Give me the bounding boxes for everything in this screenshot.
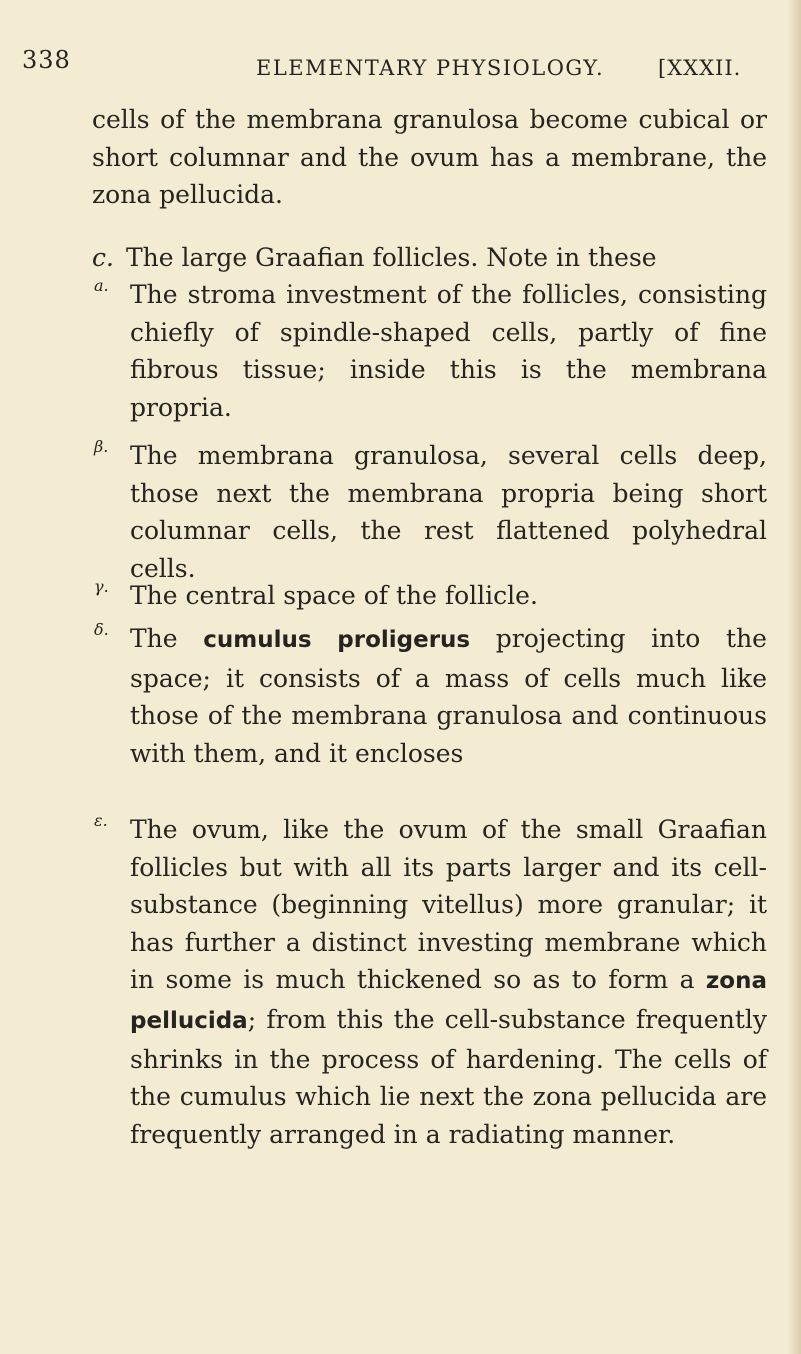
subitem-delta-marker: δ.	[94, 620, 109, 639]
subitem-delta-text-end: projecting into the space; it consists of a mass of cells much like those of the membrana granulosa and continuous with them, and it encloses	[130, 624, 767, 768]
page-edge-shadow	[787, 0, 801, 1354]
subitem-alpha-marker: a.	[94, 276, 109, 295]
subitem-gamma-marker: γ.	[94, 577, 109, 596]
subitem-epsilon-marker: ε.	[94, 811, 108, 830]
item-c-text: The large Graafian follicles. Note in these	[126, 243, 657, 272]
subitem-alpha-text: The stroma investment of the follicles, consisting chiefly of spindle-shaped cells, partly of fine fibrous tissue; inside this is the membrana propria.	[130, 280, 767, 422]
subitem-epsilon-text-end: ; from this the cell-substance frequently shrinks in the process of hardening. The cells of the cumulus which lie next the zona pellucida are frequently arranged in a radiating manner.	[130, 1004, 767, 1149]
item-c-marker: c.	[92, 243, 114, 272]
subitem-alpha	[94, 276, 767, 426]
subitem-delta-text-start: The	[130, 624, 204, 653]
running-title: ELEMENTARY PHYSIOLOGY.	[256, 56, 605, 80]
cumulus-proligerus-term: cumulus proligerus	[203, 627, 471, 653]
subitem-beta-marker: β.	[94, 437, 109, 456]
running-header	[0, 46, 801, 86]
subitem-beta	[94, 437, 767, 587]
subitem-epsilon-text-start: The ovum, like the ovum of the small Graafian follicles but with all its parts larger and its cell-substance (beginning vitellus) more granular; it has further a distinct investing membrane which in some is much thickened so as to form a	[130, 815, 767, 995]
subitem-epsilon	[94, 811, 767, 1153]
intro-paragraph: cells of the membrana granulosa become cubical or short columnar and the ovum has a membrane, the zona pellucida.	[92, 105, 767, 209]
zona-pellucida-term: zona pellucida	[130, 968, 767, 1034]
chapter-reference: [XXXII.	[658, 56, 742, 80]
subitem-beta-text: The membrana granulosa, several cells deep, those next the membrana propria being short columnar cells, the rest flattened polyhedral cells.	[130, 441, 767, 583]
subitem-delta	[94, 620, 767, 772]
subitem-gamma-text: The central space of the follicle.	[130, 581, 538, 610]
subitem-delta-text	[130, 620, 767, 772]
subitem-gamma	[94, 577, 767, 615]
subitem-epsilon-text	[130, 811, 767, 1153]
item-c	[92, 239, 767, 277]
page-number: 338	[22, 46, 71, 74]
